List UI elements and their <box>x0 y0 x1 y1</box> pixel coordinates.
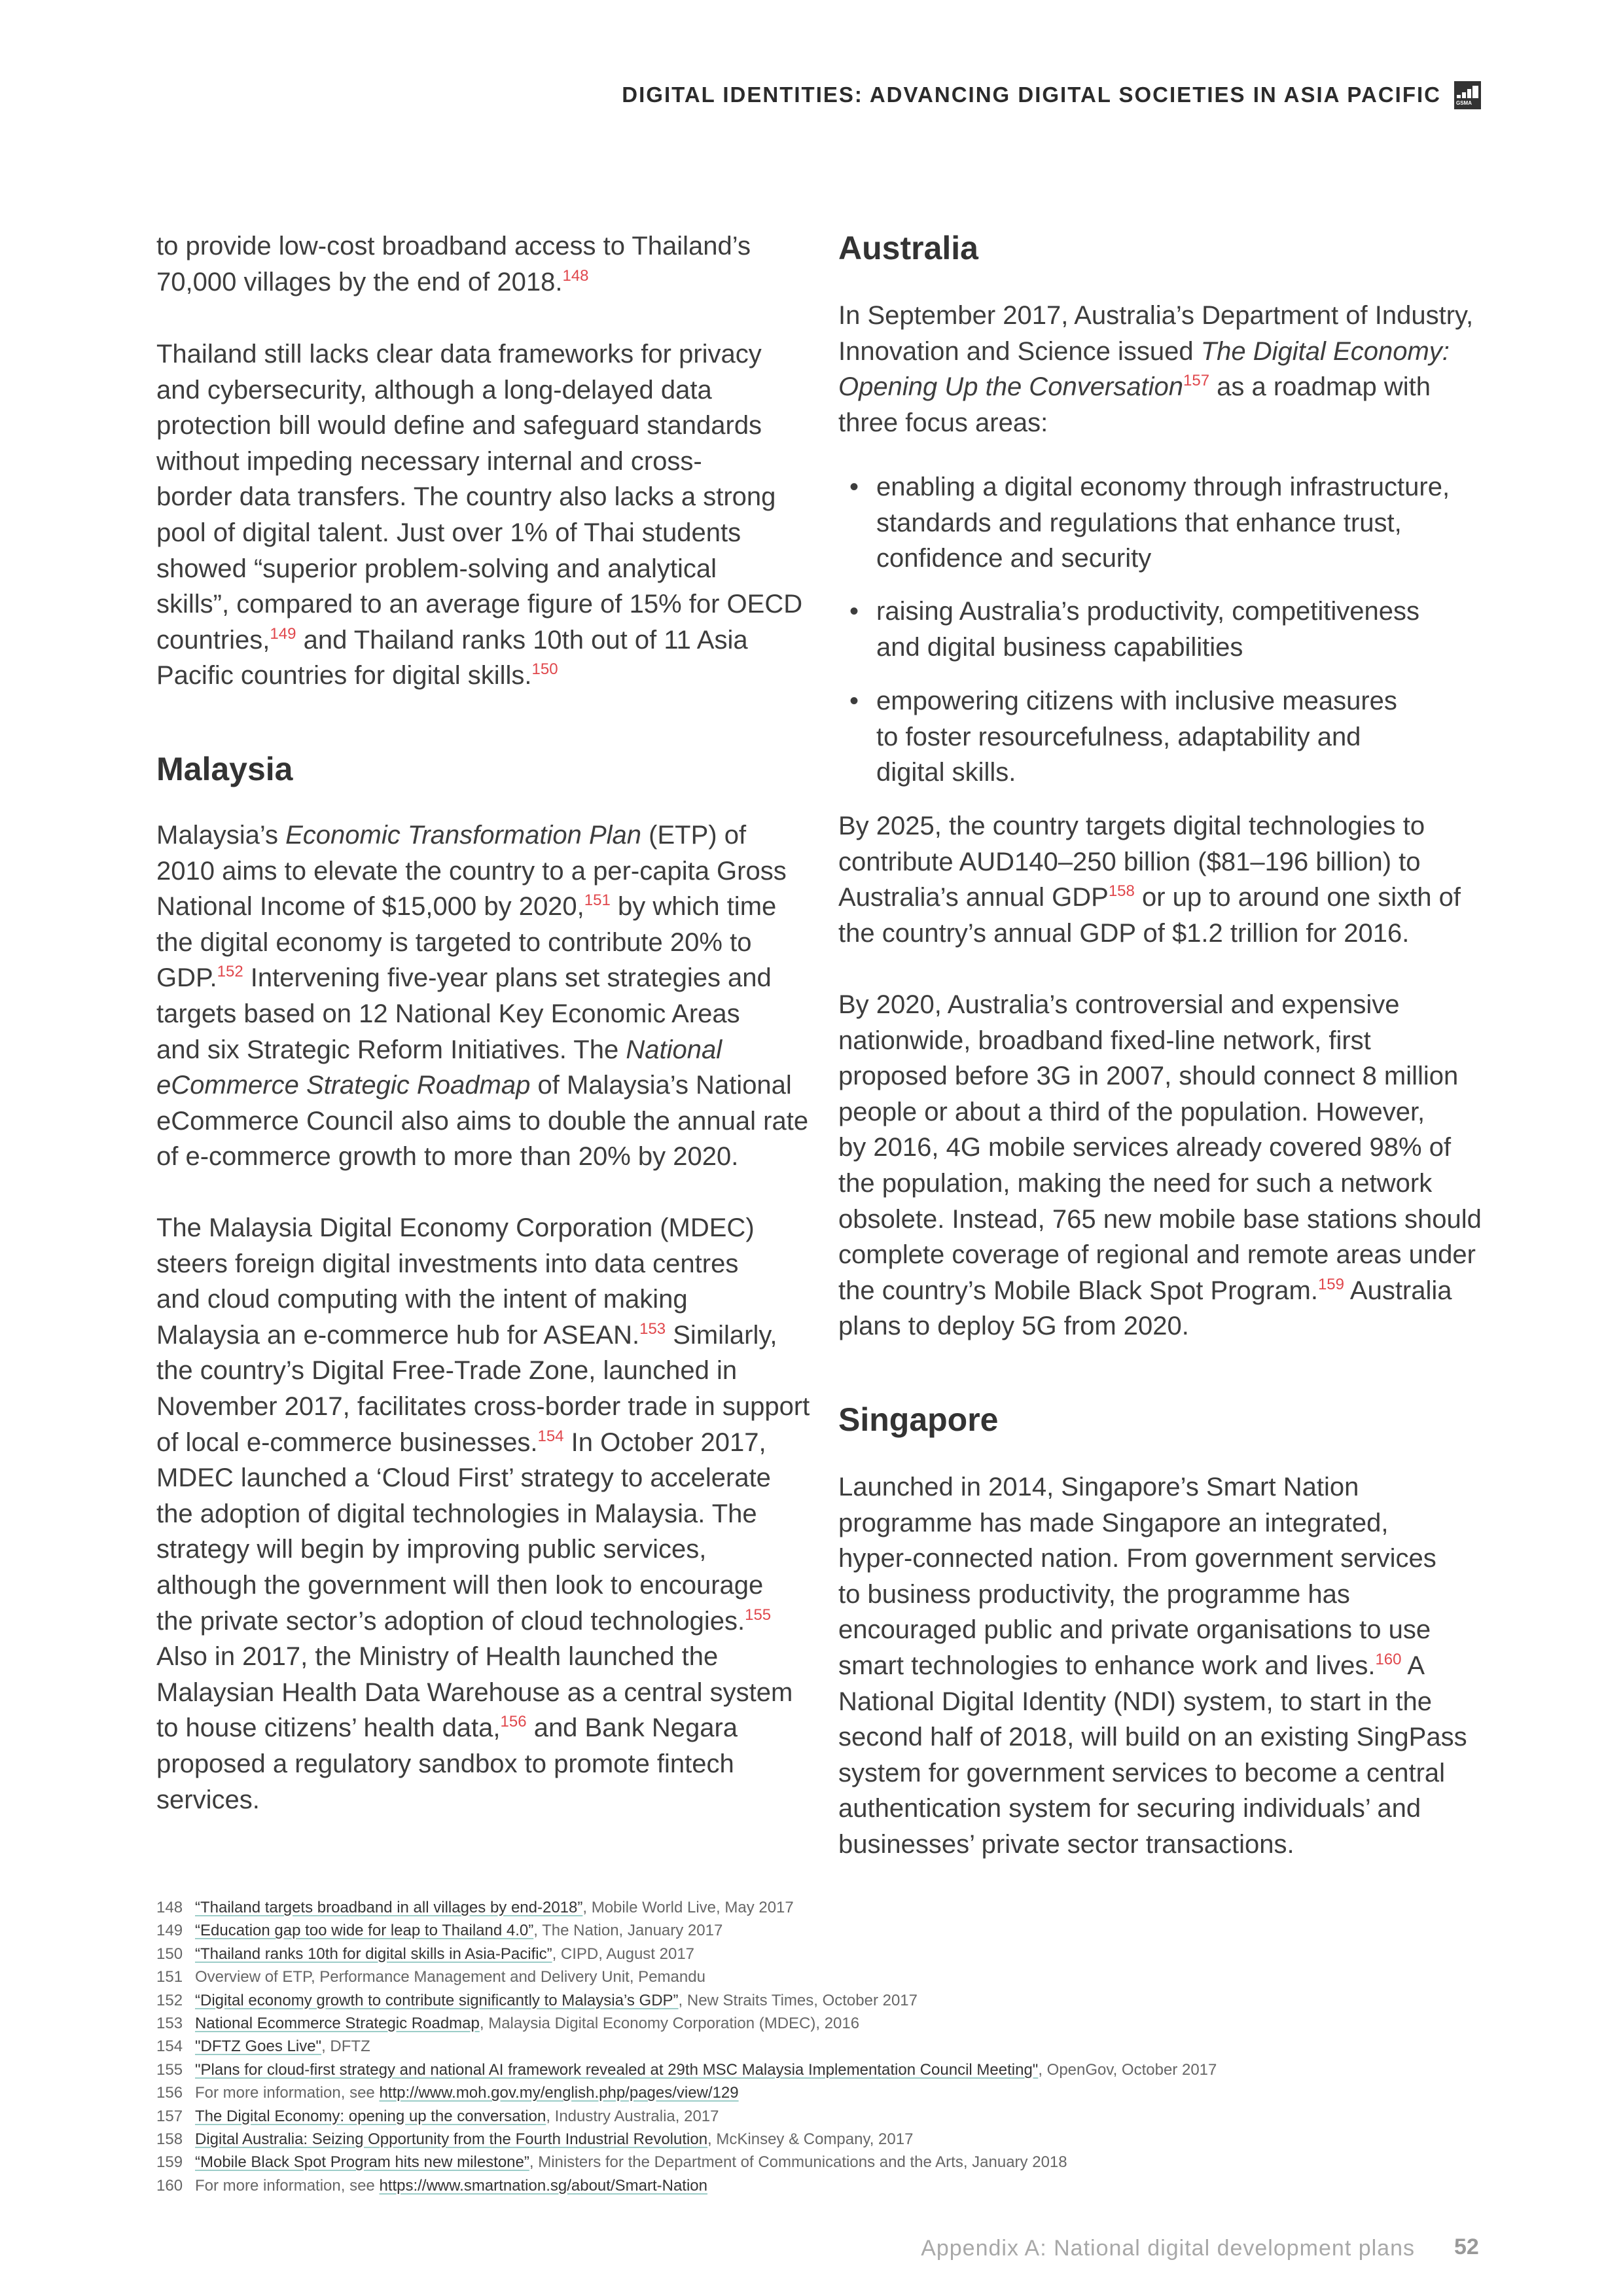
logo-text: GSMA <box>1456 100 1472 106</box>
footnote-link[interactable]: https://www.smartnation.sg/about/Smart-Nation <box>379 2176 707 2195</box>
footnote-ref[interactable]: 150 <box>531 660 558 679</box>
text: by which time <box>610 892 777 922</box>
footnote-ref[interactable]: 159 <box>1317 1275 1344 1293</box>
footnote-ref[interactable]: 155 <box>745 1605 772 1624</box>
footnote-ref[interactable]: 148 <box>562 266 589 285</box>
footnote-ref[interactable]: 156 <box>500 1713 527 1731</box>
text: as a roadmap with <box>1209 372 1431 402</box>
text-line <box>838 334 1473 370</box>
text: National Digital Identity (NDI) system, to start in the <box>838 1687 1432 1716</box>
text-line <box>876 719 1397 755</box>
paragraph <box>838 808 1461 951</box>
text-line <box>156 1496 810 1532</box>
footnote-number: 158 <box>156 2130 183 2148</box>
text: three focus areas: <box>838 408 1048 437</box>
text: plans to deploy 5G from 2020. <box>838 1312 1189 1341</box>
text: steers foreign digital investments into data centres <box>156 1249 739 1278</box>
text-line <box>838 405 1473 441</box>
footnote-source: , Malaysia Digital Economy Corporation (MDEC), 2016 <box>479 2014 860 2032</box>
footnote-number: 156 <box>156 2084 183 2102</box>
text: proposed before 3G in 2007, should connect 8 million <box>838 1062 1459 1091</box>
footnotes <box>156 1896 1217 2197</box>
paragraph <box>838 1469 1467 1863</box>
footnote-text: For more information, see <box>195 2084 380 2102</box>
paragraph <box>838 298 1473 440</box>
text: empowering citizens with inclusive measures <box>876 687 1397 715</box>
footnote-source: , Industry Australia, 2017 <box>546 2107 719 2125</box>
footnote <box>156 1965 1217 1988</box>
text-line <box>156 264 751 300</box>
italic-title: National <box>626 1035 722 1064</box>
footnote <box>156 2058 1217 2081</box>
text-line <box>156 996 808 1032</box>
gsma-logo <box>1454 81 1481 109</box>
text-line <box>876 755 1397 791</box>
footnote-source: , CIPD, August 2017 <box>552 1945 695 1963</box>
text-line <box>156 1103 808 1139</box>
footnote <box>156 2035 1217 2058</box>
footnote-source: , McKinsey & Company, 2017 <box>707 2130 914 2148</box>
text-line <box>156 1675 810 1711</box>
text-line <box>156 1746 810 1782</box>
text-line <box>156 1353 810 1389</box>
footnote <box>156 1943 1217 1965</box>
text: and digital business capabilities <box>876 632 1243 662</box>
footnote <box>156 1896 1217 1919</box>
footnote-source: , Ministers for the Department of Communications and the Arts, January 2018 <box>529 2153 1067 2172</box>
text-line <box>838 1648 1467 1684</box>
footnote <box>156 2105 1217 2128</box>
text: Launched in 2014, Singapore’s Smart Nation <box>838 1473 1359 1501</box>
footnote-ref[interactable]: 149 <box>270 624 296 643</box>
text-line <box>156 515 802 551</box>
footnote-ref[interactable]: 152 <box>217 963 243 981</box>
text: enabling a digital economy through infrastructure, <box>876 473 1450 501</box>
text: border data transfers. The country also lacks a strong <box>156 482 776 512</box>
text-line <box>156 889 808 925</box>
text-line <box>838 1684 1467 1720</box>
text-line <box>838 1755 1467 1791</box>
text-line <box>838 1273 1482 1309</box>
text-line <box>156 622 802 658</box>
text: system for government services to become a central <box>838 1758 1446 1787</box>
text-line <box>156 372 802 408</box>
text: without impeding necessary internal and cross- <box>156 446 702 476</box>
text-line <box>156 658 802 694</box>
text: By 2020, Australia’s controversial and expensive <box>838 990 1400 1019</box>
text: Intervening five-year plans set strategies and <box>243 963 772 993</box>
text: 2010 aims to elevate the country to a per-capita Gross <box>156 856 787 886</box>
footnote-ref[interactable]: 157 <box>1183 372 1210 390</box>
text-line <box>156 1532 810 1568</box>
text: services. <box>156 1785 260 1814</box>
text-line <box>838 1827 1467 1863</box>
text-line <box>838 987 1482 1023</box>
text: although the government will then look to encourage <box>156 1570 764 1600</box>
text: the adoption of digital technologies in Malaysia. The <box>156 1499 757 1528</box>
footnote <box>156 2174 1217 2197</box>
footnote-link[interactable]: “Thailand ranks 10th for digital skills in Asia-Pacific” <box>195 1945 552 1963</box>
text: encouraged public and private organisations to use <box>838 1615 1431 1645</box>
text: confidence and security <box>876 544 1152 573</box>
bullet-icon: • <box>849 597 859 626</box>
text: skills”, compared to an average figure of 15% for OECD <box>156 590 803 619</box>
text: A <box>1401 1651 1425 1680</box>
text: the country’s annual GDP of $1.2 trillion for 2016. <box>838 918 1410 948</box>
footnote-link[interactable]: “Thailand targets broadband in all villages by end-2018” <box>195 1899 583 1916</box>
text-line <box>156 1604 810 1640</box>
text: proposed a regulatory sandbox to promote fintech <box>156 1749 734 1778</box>
text-line <box>156 444 802 480</box>
text-line <box>876 469 1450 505</box>
text: Thailand still lacks clear data frameworks for privacy <box>156 340 762 368</box>
text-line <box>156 551 802 587</box>
page-number: 52 <box>1454 2234 1479 2259</box>
footnote-number: 152 <box>156 1991 183 2009</box>
text: and cloud computing with the intent of making <box>156 1285 688 1314</box>
text: 70,000 villages by the end of 2018. <box>156 267 563 296</box>
text-line <box>156 1318 810 1354</box>
text: to house citizens’ health data, <box>156 1713 501 1743</box>
text: of local e-commerce businesses. <box>156 1427 538 1457</box>
text: the country’s Mobile Black Spot Program. <box>838 1276 1318 1305</box>
footnote-text: Overview of ETP, Performance Management and Delivery Unit, Pemandu <box>195 1968 705 1986</box>
text: In October 2017, <box>563 1427 766 1457</box>
text: raising Australia’s productivity, competitiveness <box>876 597 1419 626</box>
footer-section-title: Appendix A: National digital development plans <box>921 2236 1415 2261</box>
bullet-item <box>876 594 1419 665</box>
text: authentication system for securing individuals’ and <box>838 1794 1421 1823</box>
text-line <box>838 1505 1467 1541</box>
text-line <box>156 479 802 515</box>
text-line <box>156 1032 808 1068</box>
footnote-number: 154 <box>156 2037 183 2056</box>
paragraph <box>156 1210 810 1818</box>
text: and Thailand ranks 10th out of 11 Asia <box>296 625 748 655</box>
footnote-number: 153 <box>156 2014 183 2032</box>
text: second half of 2018, will build on an existing SingPass <box>838 1723 1467 1752</box>
text: the country’s Digital Free-Trade Zone, launched in <box>156 1356 738 1386</box>
text-line <box>156 1282 810 1318</box>
text: businesses’ private sector transactions. <box>838 1829 1294 1859</box>
text-line <box>838 1094 1482 1130</box>
text: countries, <box>156 625 270 655</box>
footnote-link[interactable]: The Digital Economy: opening up the conversation <box>195 2107 546 2125</box>
text-line <box>838 1469 1467 1505</box>
text-line <box>156 1425 810 1461</box>
italic-title: Economic Transformation Plan <box>285 821 642 850</box>
footnote-link[interactable]: http://www.moh.gov.my/english.php/pages/view/129 <box>379 2084 739 2102</box>
bullet-item <box>876 683 1397 791</box>
text: and six Strategic Reform Initiatives. The <box>156 1035 626 1064</box>
text: and Bank Negara <box>526 1713 738 1743</box>
italic-title: eCommerce Strategic Roadmap <box>156 1071 531 1100</box>
text-line <box>876 505 1450 541</box>
footnote-source: , Mobile World Live, May 2017 <box>582 1899 794 1916</box>
bullet-item <box>876 469 1450 577</box>
footnote-link[interactable]: “Education gap too wide for leap to Thailand 4.0” <box>195 1922 534 1940</box>
text: protection bill would define and safeguard standards <box>156 411 762 440</box>
text-line <box>156 1460 810 1496</box>
text-line <box>156 853 808 889</box>
footnote-source: , The Nation, January 2017 <box>533 1922 723 1940</box>
section-heading-singapore: Singapore <box>838 1401 999 1438</box>
bullet-icon: • <box>849 687 859 715</box>
text: digital skills. <box>876 758 1016 787</box>
footnote-link[interactable]: "DFTZ Goes Live" <box>195 2037 322 2056</box>
footnote-link[interactable]: "Plans for cloud-first strategy and national AI framework revealed at 29th MSC Malaysia Implementation Council Meeting" <box>195 2060 1039 2079</box>
text-line <box>838 1577 1467 1613</box>
text-line <box>838 1023 1482 1059</box>
text-line <box>156 1389 810 1425</box>
footnote-number: 157 <box>156 2107 183 2125</box>
text: the population, making the need for such a network <box>838 1168 1433 1198</box>
text-line <box>838 1130 1482 1166</box>
text: and cybersecurity, although a long-delayed data <box>156 375 712 404</box>
text: eCommerce Council also aims to double the annual rate <box>156 1106 809 1136</box>
text-line <box>838 1541 1467 1577</box>
footnote-ref[interactable]: 153 <box>639 1319 666 1338</box>
text: programme has made Singapore an integrated, <box>838 1508 1389 1537</box>
text-line <box>156 1782 810 1818</box>
footnote <box>156 2151 1217 2174</box>
text: pool of digital talent. Just over 1% of Thai students <box>156 518 741 547</box>
text-line <box>156 925 808 961</box>
text-line <box>156 1246 810 1282</box>
bullet-icon: • <box>849 473 859 501</box>
text-line <box>156 960 808 996</box>
footnote-link[interactable]: “Digital economy growth to contribute significantly to Malaysia’s GDP” <box>195 1991 679 2009</box>
text: to business productivity, the programme has <box>838 1579 1350 1609</box>
footnote-number: 148 <box>156 1899 183 1916</box>
footnote-source: , New Straits Times, October 2017 <box>678 1991 918 2009</box>
text: complete coverage of regional and remote areas under <box>838 1240 1476 1270</box>
text-line <box>876 594 1419 630</box>
footnote-link[interactable]: Digital Australia: Seizing Opportunity from the Fourth Industrial Revolution <box>195 2130 708 2148</box>
text-line <box>838 1237 1482 1273</box>
text-line <box>156 228 751 264</box>
text-line <box>838 298 1473 334</box>
footnote-link[interactable]: “Mobile Black Spot Program hits new milestone” <box>195 2153 529 2172</box>
text: to provide low-cost broadband access to Thailand’s <box>156 232 751 260</box>
text-line <box>156 1139 808 1175</box>
text: The Malaysia Digital Economy Corporation (MDEC) <box>156 1213 755 1242</box>
text: Innovation and Science issued <box>838 336 1201 366</box>
text: Australia’s annual GDP <box>838 883 1109 912</box>
text: MDEC launched a ‘Cloud First’ strategy to accelerate <box>156 1463 771 1493</box>
text-line <box>876 630 1419 666</box>
italic-title: Opening Up the Conversation <box>838 372 1183 402</box>
text: Also in 2017, the Ministry of Health launched the <box>156 1642 719 1672</box>
text: Australia <box>1344 1276 1452 1305</box>
section-heading-australia: Australia <box>838 230 978 266</box>
text-line <box>838 880 1461 916</box>
text: Pacific countries for digital skills. <box>156 661 532 691</box>
text-line <box>838 1791 1467 1827</box>
text: showed “superior problem-solving and analytical <box>156 554 717 583</box>
footnote-link[interactable]: National Ecommerce Strategic Roadmap <box>195 2014 480 2032</box>
text-line <box>156 336 802 372</box>
text: nationwide, broadband fixed-line network, first <box>838 1026 1371 1055</box>
text-line <box>838 1719 1467 1755</box>
text-line <box>838 1058 1482 1094</box>
text: contribute AUD140–250 billion ($81–196 billion) to <box>838 847 1421 876</box>
text: By 2025, the country targets digital technologies to <box>838 812 1425 840</box>
footnote-ref[interactable]: 154 <box>537 1427 564 1445</box>
text-line <box>156 1210 810 1246</box>
paragraph <box>838 987 1482 1344</box>
text-line <box>156 586 802 622</box>
footnote-number: 149 <box>156 1922 183 1940</box>
footnote-number: 151 <box>156 1968 183 1986</box>
text: of e-commerce growth to more than 20% by 2020. <box>156 1142 739 1172</box>
text-line <box>156 1710 810 1746</box>
text-line <box>156 1568 810 1604</box>
footnote <box>156 1989 1217 2012</box>
paragraph <box>156 817 808 1175</box>
footnote <box>156 1919 1217 1942</box>
footnote <box>156 2012 1217 2035</box>
text: the digital economy is targeted to contribute 20% to <box>156 927 752 957</box>
text: hyper-connected nation. From government services <box>838 1544 1436 1573</box>
text-line <box>838 1308 1482 1344</box>
text: standards and regulations that enhance trust, <box>876 508 1402 537</box>
text-line <box>876 683 1397 719</box>
text-line <box>156 1639 810 1675</box>
text: by 2016, 4G mobile services already covered 98% of <box>838 1133 1452 1162</box>
text-line <box>838 916 1461 952</box>
footnote-ref[interactable]: 160 <box>1375 1650 1402 1668</box>
footnote-source: , DFTZ <box>321 2037 370 2056</box>
text-line <box>838 844 1461 880</box>
footnote-number: 150 <box>156 1945 183 1963</box>
text: GDP. <box>156 963 217 993</box>
italic-title: The Digital Economy: <box>1200 336 1450 366</box>
text: National Income of $15,000 by 2020, <box>156 892 584 922</box>
text: targets based on 12 National Key Economic Areas <box>156 999 740 1028</box>
footnote-number: 159 <box>156 2153 183 2172</box>
text: obsolete. Instead, 765 new mobile base stations should <box>838 1204 1482 1234</box>
text: strategy will begin by improving public services, <box>156 1535 707 1564</box>
footnote-ref[interactable]: 158 <box>1108 882 1135 901</box>
text-line <box>156 1067 808 1103</box>
text-line <box>838 808 1461 844</box>
text-line <box>838 1166 1482 1202</box>
text-line <box>156 817 808 853</box>
text-line <box>838 1202 1482 1238</box>
text: November 2017, facilitates cross-border trade in support <box>156 1391 810 1421</box>
footnote-number: 155 <box>156 2060 183 2079</box>
text: Malaysian Health Data Warehouse as a central system <box>156 1677 793 1707</box>
text: or up to around one sixth of <box>1134 883 1461 912</box>
paragraph <box>156 228 751 300</box>
text: smart technologies to enhance work and lives. <box>838 1651 1376 1680</box>
footnote <box>156 2081 1217 2104</box>
text: Malaysia’s <box>156 821 286 850</box>
text: to foster resourcefulness, adaptability and <box>876 722 1361 751</box>
text: Similarly, <box>666 1320 777 1350</box>
footnote <box>156 2128 1217 2151</box>
text: people or about a third of the population. However, <box>838 1097 1425 1126</box>
paragraph <box>156 336 802 694</box>
footnote-text: For more information, see <box>195 2176 380 2195</box>
text: (ETP) of <box>641 821 747 850</box>
text: the private sector’s adoption of cloud technologies. <box>156 1606 745 1636</box>
text-line <box>876 541 1450 577</box>
text-line <box>838 369 1473 405</box>
footnote-number: 160 <box>156 2176 183 2195</box>
text-line <box>156 408 802 444</box>
running-header: DIGITAL IDENTITIES: ADVANCING DIGITAL SOCIETIES IN ASIA PACIFIC <box>622 82 1441 107</box>
footnote-ref[interactable]: 151 <box>584 891 611 910</box>
text: In September 2017, Australia’s Department of Industry, <box>838 301 1474 330</box>
footnote-source: , OpenGov, October 2017 <box>1038 2060 1217 2079</box>
section-heading-malaysia: Malaysia <box>156 751 293 787</box>
text: Malaysia an e-commerce hub for ASEAN. <box>156 1320 640 1350</box>
text-line <box>838 1612 1467 1648</box>
text: of Malaysia’s National <box>530 1071 792 1100</box>
